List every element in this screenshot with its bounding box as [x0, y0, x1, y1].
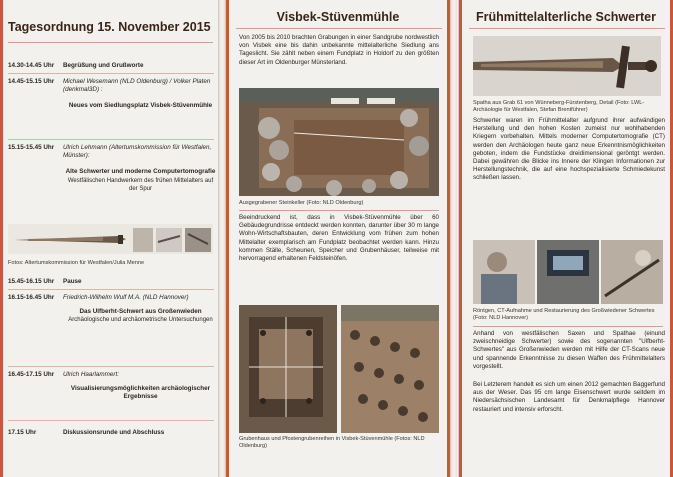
agenda-talk: Alte Schwerter und moderne Computertomografie	[65, 168, 216, 176]
spatha-caption: Spatha aus Grab 61 von Wünneberg-Fürstenberg, Detail (Foto: LWL-Archäologie für Westfalen, Stefan Brentführer)	[473, 100, 645, 113]
grubenhaus-illustration	[239, 305, 337, 433]
agenda-speaker: Michael Wesemann (NLD Oldenburg) / Volker Platen (denkmal3D) :	[63, 78, 211, 94]
title-rule	[236, 28, 442, 29]
visbek-text: Beeindruckend ist, dass in Visbek-Stüvenmühle über 60 Gebäudegrundrisse entdeckt werden konnten, darunter über 30 m lange Wohn-Wirtschaftsbauten, deren Entwicklung vom frühen zum hohen Mittelalter exemplarisch am Fundplatz beobachtet werden kann. Hinzu kommen Ställe, Scheunen, Speicher und Grubenhäuser, teilweise mit hervorragend erhaltenen Feldsteinöfen.	[239, 214, 439, 263]
agenda-time: 16.45-17.15 Uhr	[8, 371, 55, 378]
divider	[8, 139, 214, 140]
visbek-intro: Von 2005 bis 2010 brachten Grabungen in einer Sandgrube nordwestlich von Visbek eine bis dahin unbekannte mittelalterliche Siedlung ans Tageslicht. Sie zählt neben einem Fundplatz in Holdorf zu den größten dieser Art im Oldenburger Münsterland.	[239, 34, 439, 66]
visbek-title: Visbek-Stüvenmühle	[276, 10, 400, 24]
agenda-title: Tagesordnung 15. November 2015	[8, 20, 211, 34]
agenda-panel	[0, 0, 219, 477]
visbek-panel	[225, 0, 451, 477]
agenda-subtitle: Westfälischen Handwerkern des frühen Mittelalters auf der Spur	[67, 177, 214, 192]
panel-border-right	[447, 0, 450, 477]
sword-text-3: Bei Letzterem handelt es sich um einen 2012 gemachten Baggerfund aus der Weser. Das 95 cm lange Eisenschwert wurde seitdem im Niedersächsischen Landesamt für Denkmalpflege Hannover restauriert und intensiv erforscht.	[473, 381, 665, 413]
photo-caption: Fotos: Altertumskommission für Westfalen/Julia Menne	[8, 260, 145, 266]
ct-restoration-illustration	[473, 240, 663, 304]
agenda-speaker: Friedrich-Wilhelm Wulf M.A. (NLD Hannover)	[63, 294, 189, 301]
divider	[473, 326, 663, 327]
agenda-time: 14.45-15.15 Uhr	[8, 78, 55, 85]
panel-border-left	[459, 0, 462, 477]
agenda-title-text: Begrüßung und Grußworte	[63, 62, 144, 69]
sword-illustration	[8, 224, 213, 254]
grubenhaus-photo	[239, 305, 337, 433]
sword-photo-strip	[8, 224, 213, 254]
panel-border-left	[0, 0, 3, 477]
title-rule	[8, 42, 213, 43]
agenda-talk: Visualisierungsmöglichkeiten archäologischer Ergebnisse	[70, 385, 211, 401]
grubenhaus-caption: Grubenhaus und Pfostengrubenreihen in Visbek-Stüvenmühle (Fotos: NLD Oldenburg)	[239, 436, 425, 449]
agenda-time: 15.15-15.45 Uhr	[8, 144, 55, 151]
divider	[8, 289, 214, 290]
sword-text-2: Anhand von westfälischen Saxen und Spathae (einund zweischneidige Schwerter) sowie des sogenannten "Ulfberht-Schwertes" aus Großenwieden werden mit Hilfe der CT-Scans neue und spannende Erkenntnisse zu diesen Waffen des Frühmittelalters vorgestellt.	[473, 330, 665, 370]
agenda-title-text: Pause	[63, 278, 82, 285]
sword-panel	[458, 0, 673, 477]
sword-text-1: Schwerter waren im Frühmittelalter aufgrund ihrer aufwändigen Herstellung und den hohen Kosten zumeist nur wohlhabenden Kriegern vorbehalten. Mittels moderner Computertomografie (CT) werden den Archäologen heute ganz neue Erkenntnismöglichkeiten geboten, indem die Fundstücke dreidimensional geröntgt werden. Dabei gewähren die Blicke ins Innere der Klingen Informationen zur Herstellungstechnik, die auf eine hochspezialisierte Schmiedekunst schließen lassen.	[473, 117, 665, 182]
divider	[8, 420, 214, 421]
divider	[8, 73, 214, 74]
agenda-time: 16.15-16.45 Uhr	[8, 294, 55, 301]
spatha-photo	[473, 36, 661, 96]
agenda-speaker: Ulrich Lehmann (Altertumskommission für Westfalen, Münster):	[63, 144, 212, 160]
divider	[239, 210, 439, 211]
agenda-title-text: Diskussionsrunde und Abschluss	[63, 429, 165, 436]
ct-caption: Röntgen, CT-Aufnahme und Restaurierung des Großwiedener Schwertes (Foto: NLD Hannover)	[473, 308, 655, 321]
posthole-photo	[341, 305, 439, 433]
ct-restoration-photo	[473, 240, 663, 304]
stone-cellar-photo	[239, 88, 439, 196]
agenda-time: 15.45-16.15 Uhr	[8, 278, 55, 285]
sword-title: Frühmittelalterliche Schwerter	[476, 10, 656, 24]
agenda-time: 17.15 Uhr	[8, 429, 37, 436]
agenda-time: 14.30-14.45 Uhr	[8, 62, 55, 69]
title-rule	[469, 28, 665, 29]
agenda-speaker: Ulrich Haarlammert:	[63, 371, 119, 378]
agenda-talk: Das Ulfberht-Schwert aus Großenwieden	[79, 308, 202, 316]
divider	[8, 366, 214, 367]
fold-line	[451, 0, 457, 477]
spatha-illustration	[473, 36, 661, 96]
panel-border-left	[226, 0, 229, 477]
agenda-subtitle: Archäologische und archäometrische Untersuchungen	[68, 317, 213, 324]
stone-cellar-illustration	[239, 88, 439, 196]
agenda-talk: Neues vom Siedlungsplatz Visbek-Stüvenmühle	[68, 102, 213, 110]
posthole-illustration	[341, 305, 439, 433]
cellar-caption: Ausgegrabener Steinkeller (Foto: NLD Oldenburg)	[239, 200, 364, 206]
